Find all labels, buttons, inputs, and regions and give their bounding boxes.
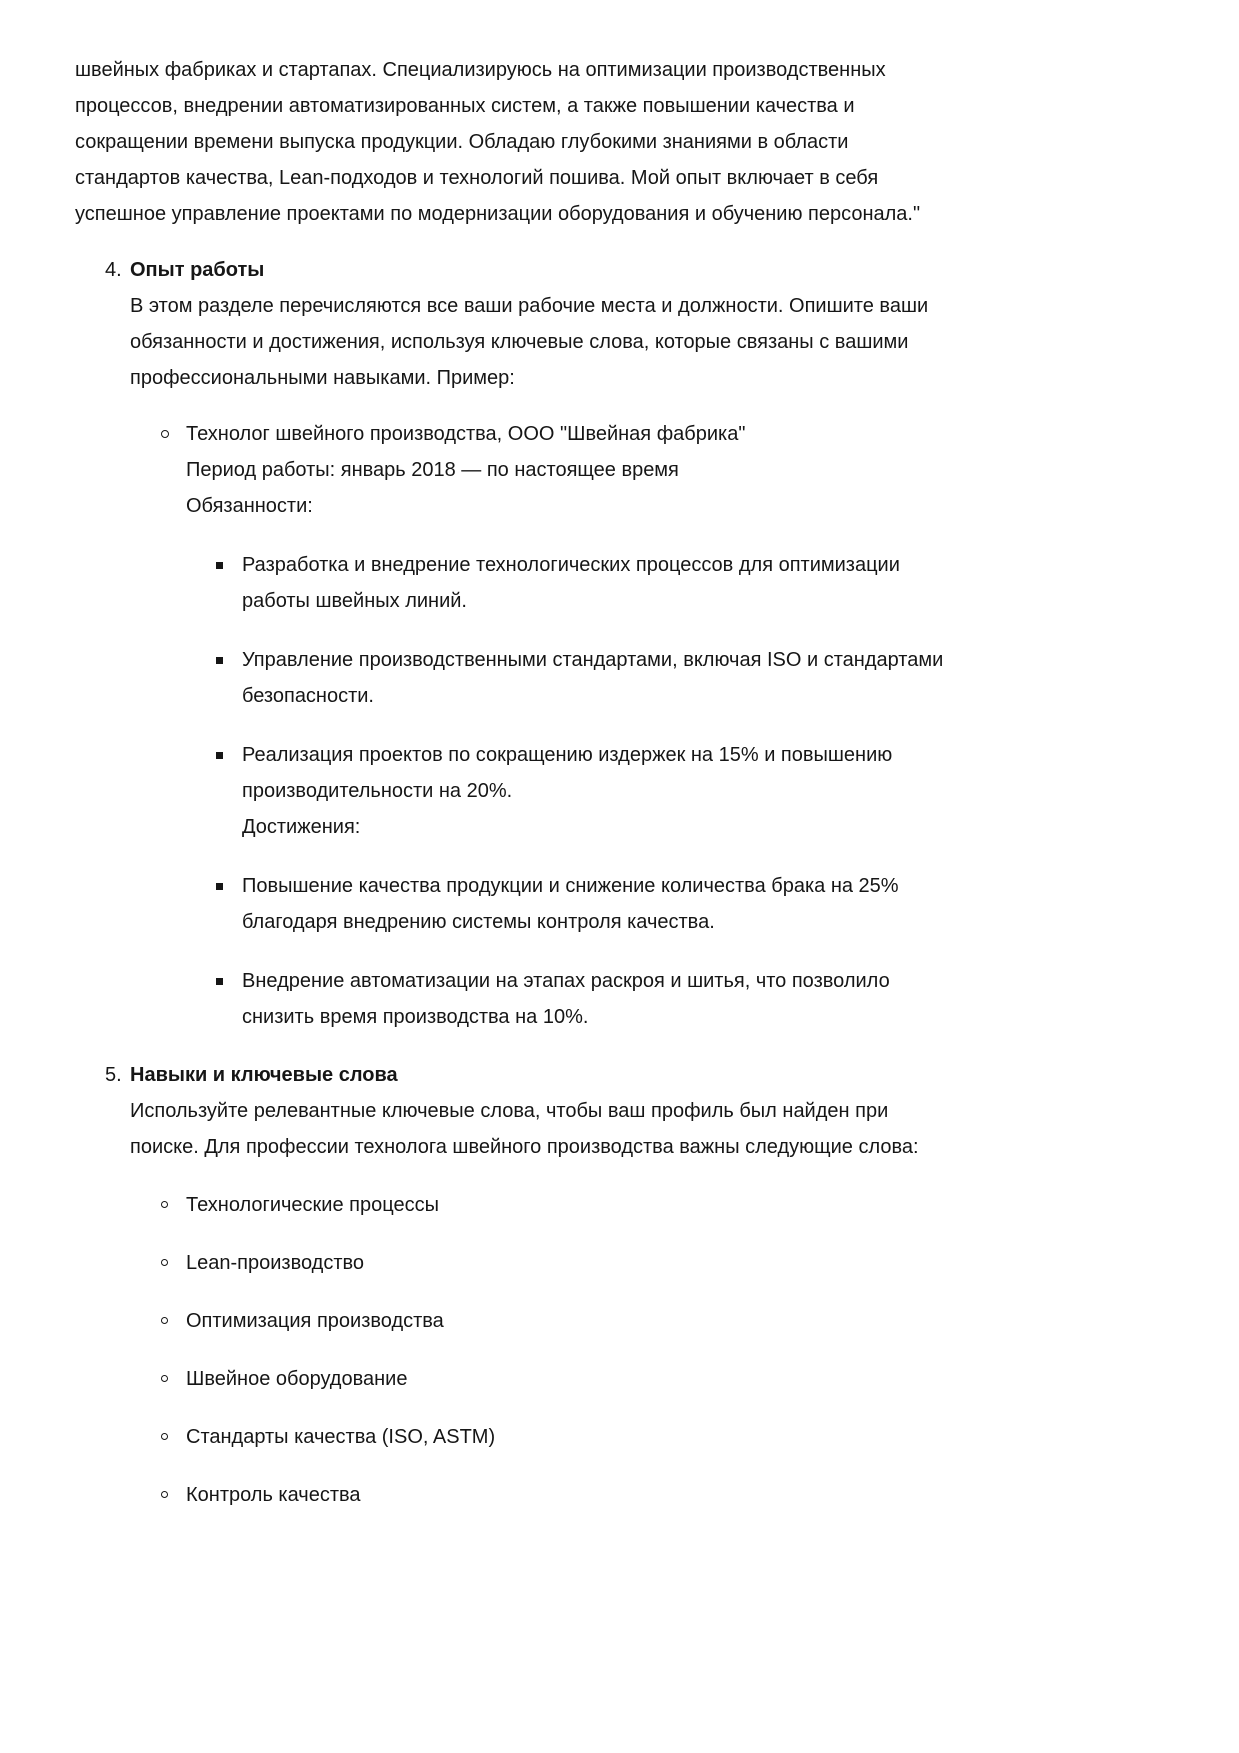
job-entry bbox=[130, 416, 1164, 524]
skill-label: Контроль качества bbox=[186, 1484, 361, 1506]
section-work-experience bbox=[75, 252, 1164, 1035]
skill-label: Оптимизация производства bbox=[186, 1310, 444, 1332]
work-bullet bbox=[130, 737, 1164, 845]
circle-bullet-icon bbox=[161, 1491, 168, 1498]
skill-item bbox=[130, 1303, 1164, 1339]
section-number: 4. bbox=[105, 259, 122, 281]
section-skills-keywords bbox=[75, 1057, 1164, 1513]
section-number: 5. bbox=[105, 1064, 122, 1086]
skill-item bbox=[130, 1361, 1164, 1397]
square-bullet-icon bbox=[216, 978, 223, 985]
text-line: Разработка и внедрение технологических процессов для оптимизации bbox=[242, 554, 900, 576]
intro-paragraph bbox=[75, 52, 1164, 232]
section-description bbox=[130, 288, 1164, 396]
text-line: стандартов качества, Lean-подходов и технологий пошива. Мой опыт включает в себя bbox=[75, 167, 879, 189]
text-line: процессов, внедрении автоматизированных систем, а также повышении качества и bbox=[75, 95, 855, 117]
job-duties-label: Обязанности: bbox=[186, 495, 313, 517]
text-line: Реализация проектов по сокращению издержек на 15% и повышению bbox=[242, 744, 893, 766]
section-title: Навыки и ключевые слова bbox=[130, 1064, 398, 1086]
text-line: работы швейных линий. bbox=[242, 590, 467, 612]
text-line: поиске. Для профессии технолога швейного производства важны следующие слова: bbox=[130, 1136, 919, 1158]
text-line: производительности на 20%. bbox=[242, 780, 513, 802]
text-line: Используйте релевантные ключевые слова, чтобы ваш профиль был найден при bbox=[130, 1100, 889, 1122]
section-title: Опыт работы bbox=[130, 259, 265, 281]
skill-label: Стандарты качества (ISO, ASTM) bbox=[186, 1426, 496, 1448]
square-bullet-icon bbox=[216, 562, 223, 569]
job-period-line: Период работы: январь 2018 — по настоящее время bbox=[186, 459, 679, 481]
work-bullet bbox=[130, 642, 1164, 714]
text-line: снизить время производства на 10%. bbox=[242, 1006, 589, 1028]
circle-bullet-icon bbox=[161, 430, 169, 438]
text-line: сокращении времени выпуска продукции. Обладаю глубокими знаниями в области bbox=[75, 131, 849, 153]
square-bullet-icon bbox=[216, 752, 223, 759]
circle-bullet-icon bbox=[161, 1433, 168, 1440]
skill-label: Швейное оборудование bbox=[186, 1368, 408, 1390]
square-bullet-icon bbox=[216, 883, 223, 890]
skill-item bbox=[130, 1419, 1164, 1455]
text-line: В этом разделе перечисляются все ваши рабочие места и должности. Опишите ваши bbox=[130, 295, 929, 317]
square-bullet-icon bbox=[216, 657, 223, 664]
text-line: Управление производственными стандартами, включая ISO и стандартами bbox=[242, 649, 944, 671]
section-heading bbox=[130, 252, 1164, 288]
achievements-label: Достижения: bbox=[242, 816, 361, 838]
skills-list bbox=[130, 1187, 1164, 1513]
text-line: успешное управление проектами по модернизации оборудования и обучению персонала." bbox=[75, 203, 921, 225]
text-line: обязанности и достижения, используя ключевые слова, которые связаны с вашими bbox=[130, 331, 909, 353]
text-line: Повышение качества продукции и снижение количества брака на 25% bbox=[242, 875, 899, 897]
skill-item bbox=[130, 1187, 1164, 1223]
text-line: профессиональными навыками. Пример: bbox=[130, 367, 515, 389]
circle-bullet-icon bbox=[161, 1201, 168, 1208]
text-line: благодаря внедрению системы контроля качества. bbox=[242, 911, 715, 933]
skill-label: Технологические процессы bbox=[186, 1194, 439, 1216]
work-bullet bbox=[130, 963, 1164, 1035]
section-heading bbox=[130, 1057, 1164, 1093]
skill-item bbox=[130, 1477, 1164, 1513]
circle-bullet-icon bbox=[161, 1317, 168, 1324]
section-description bbox=[130, 1093, 1164, 1165]
job-title-line: Технолог швейного производства, ООО "Швейная фабрика" bbox=[186, 423, 746, 445]
skill-label: Lean-производство bbox=[186, 1252, 365, 1274]
text-line: безопасности. bbox=[242, 685, 374, 707]
text-line: швейных фабриках и стартапах. Специализируюсь на оптимизации производственных bbox=[75, 59, 886, 81]
work-bullet bbox=[130, 868, 1164, 940]
circle-bullet-icon bbox=[161, 1375, 168, 1382]
circle-bullet-icon bbox=[161, 1259, 168, 1266]
text-line: Внедрение автоматизации на этапах раскроя и шитья, что позволило bbox=[242, 970, 890, 992]
work-bullet bbox=[130, 547, 1164, 619]
skill-item bbox=[130, 1245, 1164, 1281]
